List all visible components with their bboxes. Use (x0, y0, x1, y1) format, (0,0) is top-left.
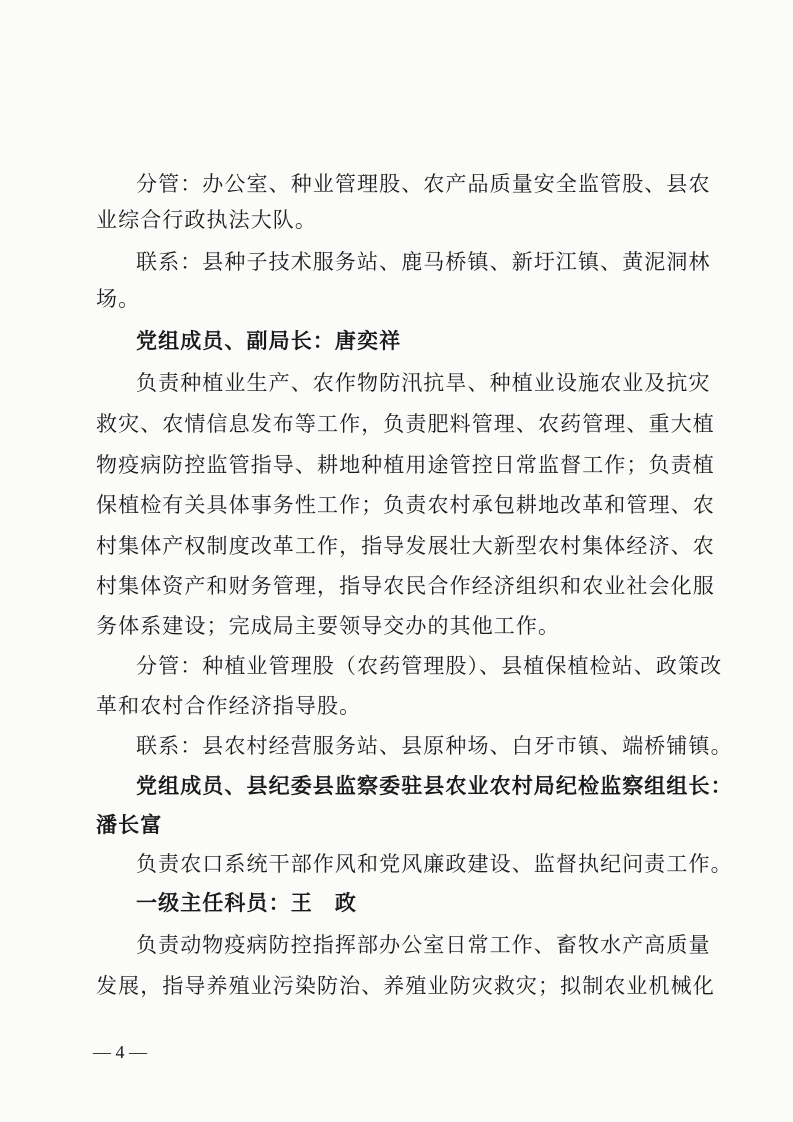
text-line: 场。 (96, 287, 141, 311)
text-line: 分管：种植业管理股（农药管理股）、县植保植检站、政策改 (136, 654, 723, 678)
text-line: 村集体资产和财务管理，指导农民合作经济组织和农业社会化服 (96, 574, 715, 598)
text-line: 负责动物疫病防控指挥部办公室日常工作、畜牧水产高质量 (136, 933, 711, 957)
text-line: 负责种植业生产、农作物防汛抗旱、种植业设施农业及抗灾 (136, 371, 711, 395)
text-line: 村集体产权制度改革工作，指导发展壮大新型农村集体经济、农 (96, 534, 715, 558)
page-number: — 4 — (93, 1042, 147, 1062)
text-line: 负责农口系统干部作风和党风廉政建设、监督执纪问责工作。 (136, 852, 733, 876)
section-heading: 党组成员、县纪委县监察委驻县农业农村局纪检监察组组长： (136, 773, 733, 798)
text-line: 联系：县种子技术服务站、鹿马桥镇、新圩江镇、黄泥洞林 (136, 250, 711, 274)
text-line: 联系：县农村经营服务站、县原种场、白牙市镇、端桥铺镇。 (136, 734, 733, 758)
text-line: 分管：办公室、种业管理股、农产品质量安全监管股、县农 (136, 172, 711, 196)
text-line: 发展，指导养殖业污染防治、养殖业防灾救灾；拟制农业机械化 (96, 974, 715, 998)
section-heading: 党组成员、副局长：唐奕祥 (136, 328, 402, 353)
section-heading: 一级主任科员：王 政 (136, 890, 357, 915)
section-heading: 潘长富 (96, 812, 163, 837)
text-line: 保植检有关具体事务性工作；负责农村承包耕地改革和管理、农 (96, 493, 715, 517)
text-line: 业综合行政执法大队。 (96, 208, 317, 232)
text-line: 务体系建设；完成局主要领导交办的其他工作。 (96, 614, 561, 638)
text-line: 革和农村合作经济指导股。 (96, 694, 362, 718)
text-line: 物疫病防控监管指导、耕地种植用途管控日常监督工作；负责植 (96, 453, 715, 477)
text-line: 救灾、农情信息发布等工作，负责肥料管理、农药管理、重大植 (96, 412, 715, 436)
